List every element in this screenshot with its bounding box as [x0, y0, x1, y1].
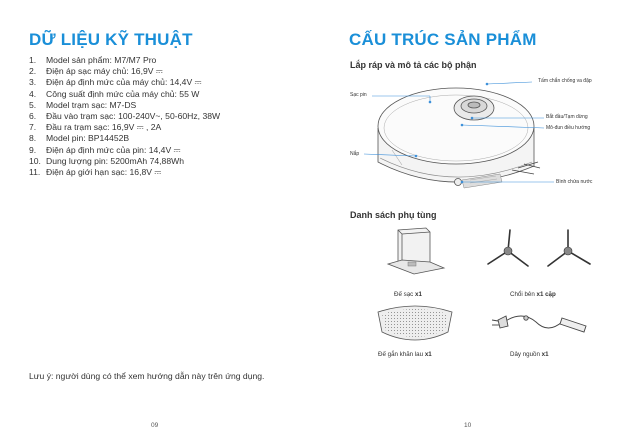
charging-dock-illustration: [384, 224, 448, 276]
caption-power-cord: Dây nguồn x1: [510, 351, 549, 358]
right-page: [312, 0, 624, 440]
callout-cover: Nắp: [350, 151, 360, 157]
callout-charging-pins: Sạc pin: [350, 92, 367, 98]
page-number-right: 10: [464, 422, 472, 429]
spec-item: 6. Đầu vào trạm sạc: 100-240V~, 50-60Hz, 38W: [29, 111, 221, 122]
assembly-heading: Lắp ráp và mô tả các bộ phận: [350, 60, 477, 70]
technical-data-title: DỮ LIỆU KỸ THUẬT: [29, 30, 193, 49]
app-note: Lưu ý: người dùng có thể xem hướng dẫn này trên ứng dụng.: [29, 371, 265, 381]
spec-item: 9. Điện áp định mức của pin: 14,4V ⎓: [29, 144, 181, 155]
spec-item: 3. Điện áp định mức của máy chủ: 14,4V ⎓: [29, 77, 202, 88]
spec-item: 7. Đầu ra trạm sạc: 16,9V ⎓ , 2A: [29, 122, 162, 133]
robot-vacuum-illustration: [378, 88, 540, 188]
side-brushes-illustration: [480, 226, 600, 276]
spec-item: 4. Công suất định mức của máy chủ: 55 W: [29, 88, 200, 99]
accessories-heading: Danh sách phụ tùng: [350, 210, 437, 220]
specs-list: [29, 55, 220, 178]
spec-item: 5. Model trạm sạc: M7-DS: [29, 99, 137, 110]
page-number-left: 09: [151, 422, 159, 429]
callout-bumper: Tấm chắn chống va đập: [538, 78, 592, 84]
caption-charging-dock: Đế sạc x1: [394, 291, 422, 298]
callout-start-pause: Bắt đầu/Tạm dừng: [546, 114, 588, 120]
power-cord-illustration: [478, 306, 598, 340]
spec-item: 1. Model sản phẩm: M7/M7 Pro: [29, 55, 157, 65]
spec-item: 2. Điện áp sạc máy chủ: 16,9V ⎓: [29, 66, 163, 77]
caption-side-brushes: Chổi bên x1 cặp: [510, 291, 556, 298]
callout-direction-module: Mô-đun điều hướng: [546, 125, 591, 131]
callout-water-tank: Bình chứa nước: [556, 179, 593, 185]
spec-item: 8. Model pin: BP14452B: [29, 133, 130, 144]
mop-mount-illustration: [372, 302, 458, 346]
caption-mop-mount: Đế gắn khăn lau x1: [378, 351, 432, 358]
spec-item: 10. Dung lượng pin: 5200mAh 74,88Wh: [29, 155, 184, 166]
product-structure-title: CẤU TRÚC SẢN PHẨM: [349, 30, 537, 49]
spec-item: 11. Điện áp giới hạn sạc: 16,8V ⎓: [29, 167, 162, 178]
